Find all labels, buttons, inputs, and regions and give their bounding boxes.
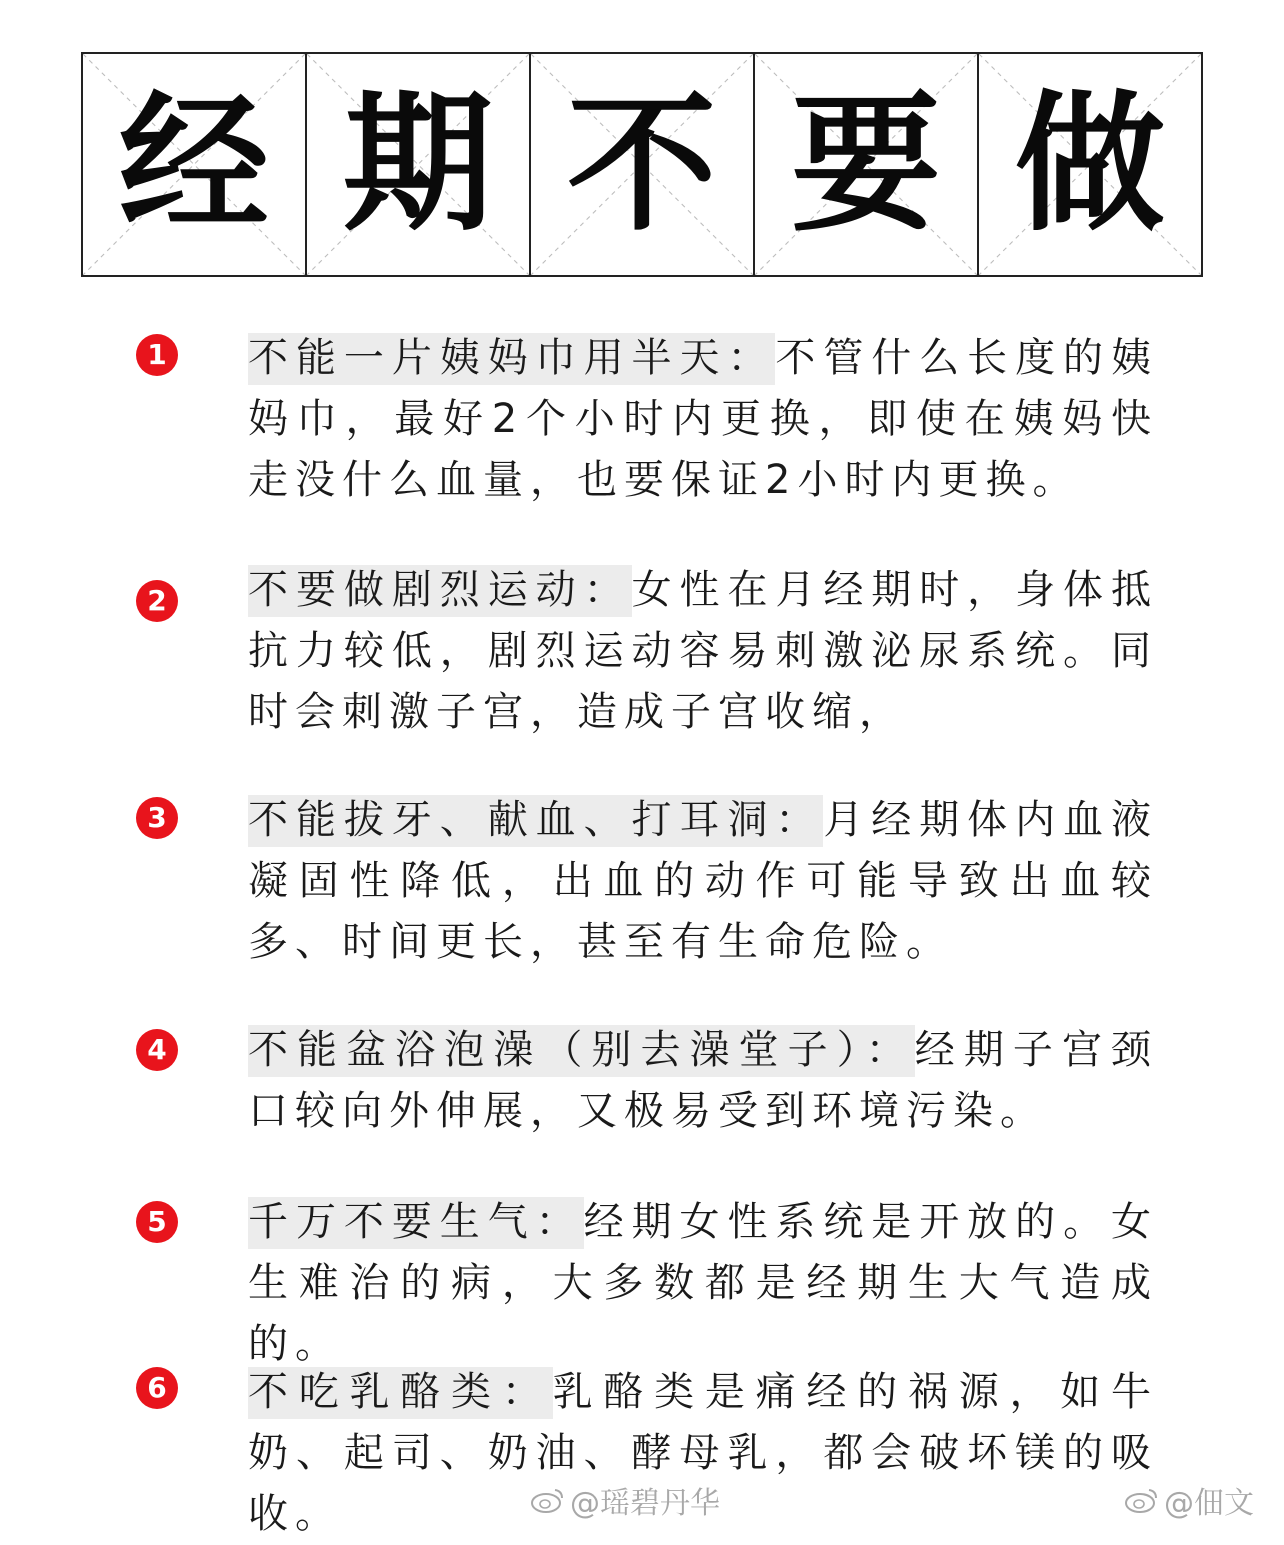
item-body: 经期女性系统是开放的。女生难治的病，大多数都是经期生大气造成的。 [248, 1199, 1159, 1367]
item-body: 女性在月经期时，身体抵抗力较低，剧烈运动容易刺激泌尿系统。同时会刺激子宫，造成子宫收缩， [248, 567, 1159, 735]
number-badge: 4 [136, 1029, 178, 1071]
item-body: 乳酪类是痛经的祸源，如牛奶、起司、奶油、酵母乳，都会破坏镁的吸收。 [248, 1369, 1159, 1537]
weibo-icon [530, 1486, 566, 1514]
watermark-text: @佃文 [1164, 1486, 1254, 1521]
item-heading: 不要做剧烈运动： [248, 565, 632, 617]
item-heading: 不能拔牙、献血、打耳洞： [248, 795, 823, 847]
title-cell [755, 54, 979, 275]
number-badge: 5 [136, 1201, 178, 1243]
watermark [1124, 1478, 1254, 1522]
number-badge: 1 [136, 334, 178, 376]
title-char: 要 [790, 77, 941, 252]
watermark-text: @瑶碧丹华 [570, 1486, 720, 1521]
item-body: 不管什么长度的姨妈巾，最好2个小时内更换，即使在姨妈快走没什么血量，也要保证2小时内更换。 [248, 335, 1159, 503]
item-heading: 不能盆浴泡澡（别去澡堂子）： [248, 1025, 915, 1077]
item-text [248, 328, 1158, 511]
item-heading: 不吃乳酪类： [248, 1367, 553, 1419]
item-heading: 千万不要生气： [248, 1197, 584, 1249]
item-text [248, 1192, 1158, 1375]
number-badge: 3 [136, 797, 178, 839]
item-text [248, 560, 1158, 743]
title-char: 做 [1014, 77, 1165, 252]
title-grid [81, 52, 1203, 277]
watermark [530, 1478, 720, 1522]
title-cell [979, 54, 1201, 275]
title-cell [531, 54, 755, 275]
number-badge: 6 [136, 1367, 178, 1409]
title-char: 经 [118, 77, 269, 252]
item-body: 经期子宫颈口较向外伸展，又极易受到环境污染。 [248, 1027, 1159, 1134]
title-char: 不 [566, 77, 717, 252]
title-cell [83, 54, 307, 275]
item-text [248, 790, 1158, 973]
weibo-icon [1124, 1486, 1160, 1514]
number-badge: 2 [136, 580, 178, 622]
item-body: 月经期体内血液凝固性降低，出血的动作可能导致出血较多、时间更长，甚至有生命危险。 [248, 797, 1159, 965]
title-cell [307, 54, 531, 275]
item-heading: 不能一片姨妈巾用半天： [248, 333, 775, 385]
item-text [248, 1020, 1158, 1142]
title-char: 期 [342, 77, 493, 252]
